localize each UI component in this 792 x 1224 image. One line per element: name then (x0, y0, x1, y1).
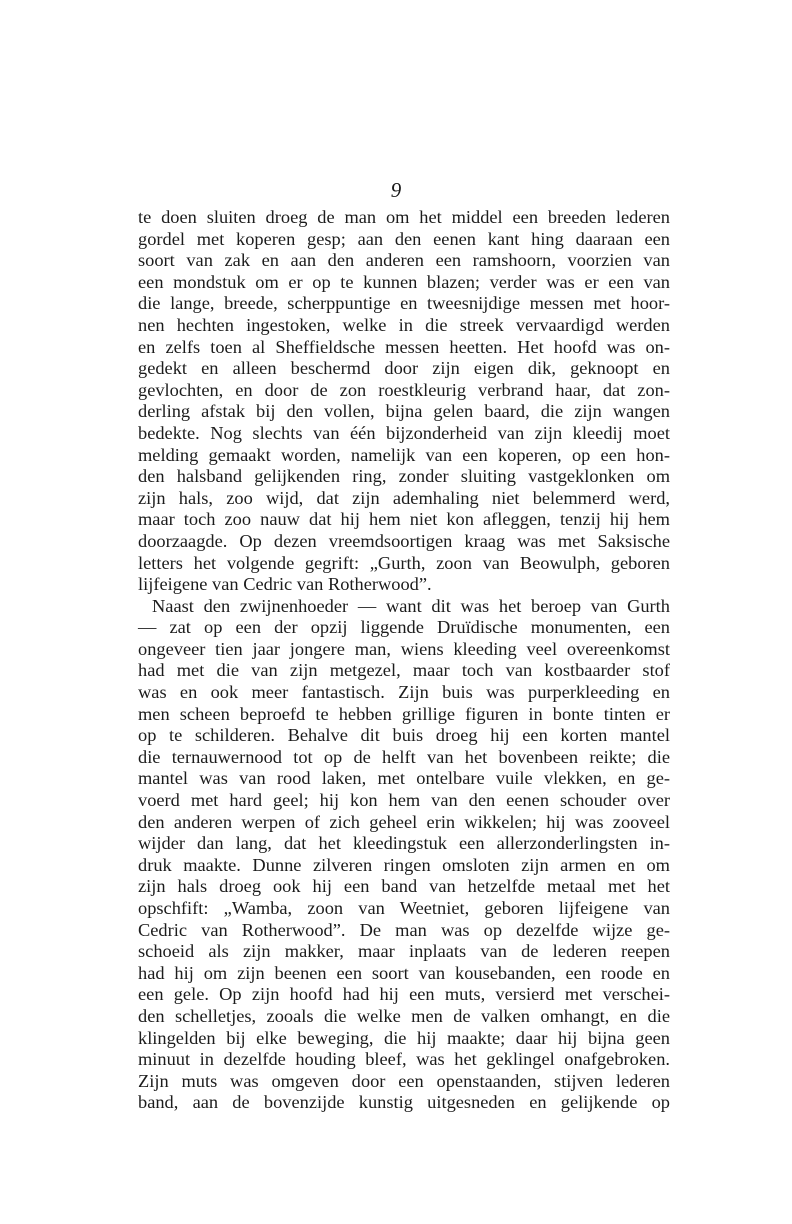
text-line: letters het volgende gegrift: „Gurth, zoon van Beowulph, geboren (138, 552, 670, 573)
page-number: 9 (390, 178, 402, 202)
text-line: gedekt en alleen beschermd door zijn eigen dik, geknoopt en (138, 358, 670, 379)
text-line: te doen sluiten droeg de man om het middel een breeden lederen (138, 207, 670, 227)
text-line: en zelfs toen al Sheffieldsche messen heetten. Het hoofd was on- (138, 336, 670, 357)
text-line: den schelletjes, zooals die welke men de valken omhangt, en die (138, 1005, 670, 1026)
text-line: druk maakte. Dunne zilveren ringen omsloten zijn armen en om (138, 854, 670, 875)
text-line: schoeid als zijn makker, maar inplaats van de lederen reepen (138, 941, 670, 962)
text-line: had hij om zijn beenen een soort van kousebanden, een roode en (138, 962, 670, 983)
text-line: bedekte. Nog slechts van één bijzonderheid van zijn kleedij moet (138, 422, 670, 443)
text-line: ongeveer tien jaar jongere man, wiens kleeding veel overeenkomst (138, 638, 670, 659)
text-line: men scheen beproefd te hebben grillige figuren in bonte tinten er (138, 703, 670, 724)
text-line: gevlochten, en door de zon roestkleurig verbrand haar, dat zon- (138, 379, 670, 400)
text-line: Naast den zwijnenhoeder — want dit was het beroep van Gurth (152, 595, 670, 616)
text-line: lijfeigene van Cedric van Rotherwood”. (138, 574, 432, 595)
text-line: was en ook meer fantastisch. Zijn buis was purperkleeding en (138, 682, 670, 703)
text-line: minuut in dezelfde houding bleef, was het geklingel onafgebroken. (138, 1049, 670, 1070)
text-line: doorzaagde. Op dezen vreemdsoortigen kraag was met Saksische (138, 530, 670, 551)
text-line: zijn hals, zoo wijd, dat zijn ademhaling niet belemmerd werd, (138, 487, 670, 508)
text-line: maar toch zoo nauw dat hij hem niet kon afleggen, tenzij hij hem (138, 509, 670, 530)
text-line: klingelden bij elke beweging, die hij maakte; daar hij bijna geen (138, 1027, 670, 1048)
text-line: zijn hals droeg ook hij een band van hetzelfde metaal met het (138, 876, 670, 897)
text-line: den halsband gelijkenden ring, zonder sluiting vastgeklonken om (138, 466, 670, 487)
text-line: een mondstuk om er op te kunnen blazen; verder was er een van (138, 271, 670, 292)
text-line: melding gemaakt worden, namelijk van een koperen, op een hon- (138, 444, 670, 465)
text-line: gordel met koperen gesp; aan den eenen kant hing daaraan een (138, 228, 670, 249)
text-line: wijder dan lang, dat het kleedingstuk een allerzonderlingsten in- (138, 833, 670, 854)
body-text (138, 207, 670, 1114)
text-line: Zijn muts was omgeven door een openstaanden, stijven lederen (138, 1070, 670, 1091)
text-line: den anderen werpen of zich geheel erin wikkelen; hij was zooveel (138, 811, 670, 832)
text-line: had met die van zijn metgezel, maar toch van kostbaarder stof (138, 660, 670, 681)
text-line: op te schilderen. Behalve dit buis droeg hij een korten mantel (138, 725, 670, 746)
text-line: voerd met hard geel; hij kon hem van den eenen schouder over (138, 790, 670, 811)
text-line: opschfift: „Wamba, zoon van Weetniet, geboren lijfeigene van (138, 898, 670, 918)
text-line: die lange, breede, scherppuntige en tweesnijdige messen met hoor- (138, 293, 670, 314)
text-line: een gele. Op zijn hoofd had hij een muts, versierd met verschei- (138, 984, 670, 1005)
text-line: die ternauwernood tot op de helft van het bovenbeen reikte; die (138, 746, 670, 767)
text-line: derling afstak bij den vollen, bijna gelen baard, die zijn wangen (138, 401, 670, 422)
text-line: band, aan de bovenzijde kunstig uitgesneden en gelijkende op (138, 1092, 670, 1113)
text-line: soort van zak en aan den anderen een ramshoorn, voorzien van (138, 250, 670, 271)
text-line: — zat op een der opzij liggende Druïdische monumenten, een (138, 617, 670, 638)
text-line: nen hechten ingestoken, welke in die streek vervaardigd werden (138, 314, 670, 335)
text-line: mantel was van rood laken, met ontelbare vuile vlekken, en ge- (138, 768, 670, 789)
text-line: Cedric van Rotherwood”. De man was op dezelfde wijze ge- (138, 919, 670, 940)
